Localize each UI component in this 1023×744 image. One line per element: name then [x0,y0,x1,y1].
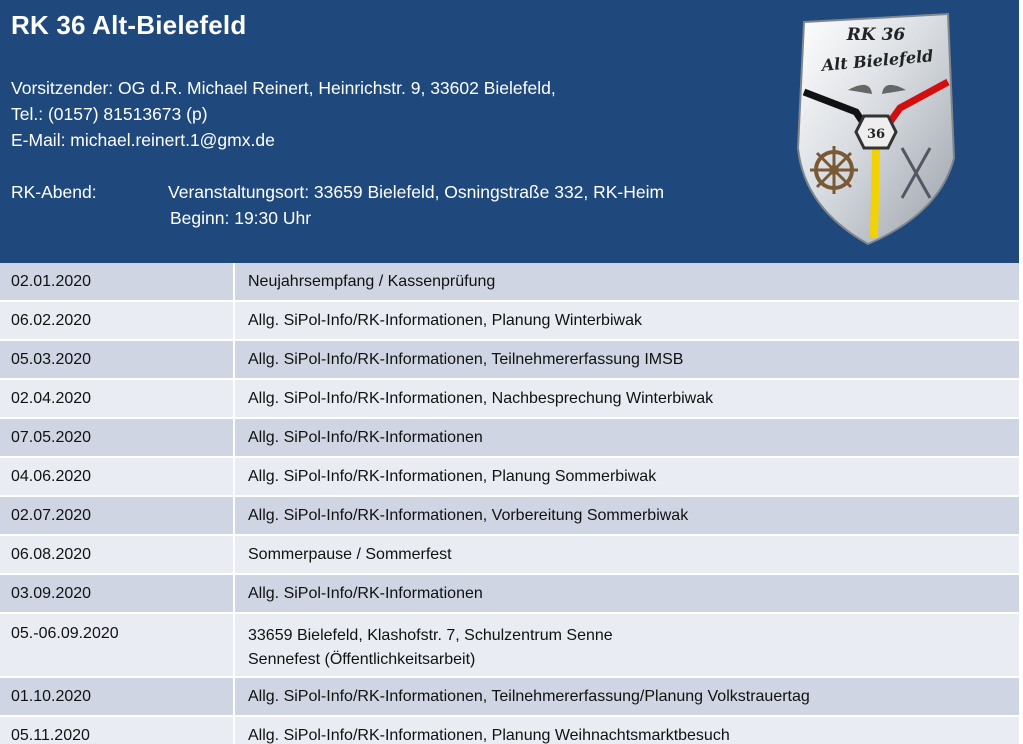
rk-evening-label: RK-Abend: [11,182,97,202]
header-banner [0,0,1019,263]
event-cell: Sommerpause / Sommerfest [248,546,452,563]
event-cell: Allg. SiPol-Info/RK-Informationen, Vorbereitung Sommerbiwak [248,507,689,524]
email-line: E-Mail: michael.reinert.1@gmx.de [11,130,275,150]
venue-line: Veranstaltungsort: 33659 Bielefeld, Osningstraße 332, RK-Heim [168,182,665,202]
table-row [0,497,1019,536]
event-cell: Allg. SiPol-Info/RK-Informationen, Teilnehmererfassung IMSB [248,351,684,368]
table-row [0,341,1019,380]
date-cell: 05.11.2020 [0,717,235,744]
date-cell: 06.08.2020 [0,536,235,573]
emblem-text-mid: Alt Bielefeld [820,46,935,75]
date-cell: 02.04.2020 [0,380,235,417]
date-cell: 04.06.2020 [0,458,235,495]
table-row [0,678,1019,717]
start-time-line: Beginn: 19:30 Uhr [170,208,312,228]
table-row [0,717,1019,744]
event-cell: Neujahrsempfang / Kassenprüfung [248,273,496,290]
event-cell [235,614,1019,676]
event-cell: Allg. SiPol-Info/RK-Informationen, Planung Sommerbiwak [248,468,657,485]
table-row [0,536,1019,575]
table-row [0,263,1019,302]
club-emblem-icon [790,8,962,248]
event-line: 33659 Bielefeld, Klashofstr. 7, Schulzentrum Senne [248,627,613,644]
event-cell: Allg. SiPol-Info/RK-Informationen [248,585,483,602]
page-title: RK 36 Alt-Bielefeld [11,10,247,40]
date-cell: 06.02.2020 [0,302,235,339]
event-cell: Allg. SiPol-Info/RK-Informationen, Planung Winterbiwak [248,312,642,329]
schedule-table [0,263,1019,744]
table-row [0,380,1019,419]
table-row [0,458,1019,497]
chairman-line: Vorsitzender: OG d.R. Michael Reinert, Heinrichstr. 9, 33602 Bielefeld, [11,78,556,98]
event-line: Sennefest (Öffentlichkeitsarbeit) [248,651,476,668]
date-cell: 03.09.2020 [0,575,235,612]
event-cell: Allg. SiPol-Info/RK-Informationen, Nachbesprechung Winterbiwak [248,390,714,407]
table-row [0,575,1019,614]
date-cell: 05.03.2020 [0,341,235,378]
date-cell: 02.01.2020 [0,263,235,300]
table-row [0,614,1019,678]
emblem-text-top: RK 36 [846,25,906,45]
date-cell: 02.07.2020 [0,497,235,534]
phone-line: Tel.: (0157) 81513673 (p) [11,104,208,124]
date-cell: 01.10.2020 [0,678,235,715]
date-cell: 05.-06.09.2020 [0,614,235,676]
event-cell: Allg. SiPol-Info/RK-Informationen, Teilnehmererfassung/Planung Volkstrauertag [248,688,810,705]
event-cell: Allg. SiPol-Info/RK-Informationen, Planung Weihnachtsmarktbesuch [248,727,730,744]
emblem-text-center: 36 [866,127,886,142]
date-cell: 07.05.2020 [0,419,235,456]
event-cell: Allg. SiPol-Info/RK-Informationen [248,429,483,446]
table-row [0,302,1019,341]
table-row [0,419,1019,458]
